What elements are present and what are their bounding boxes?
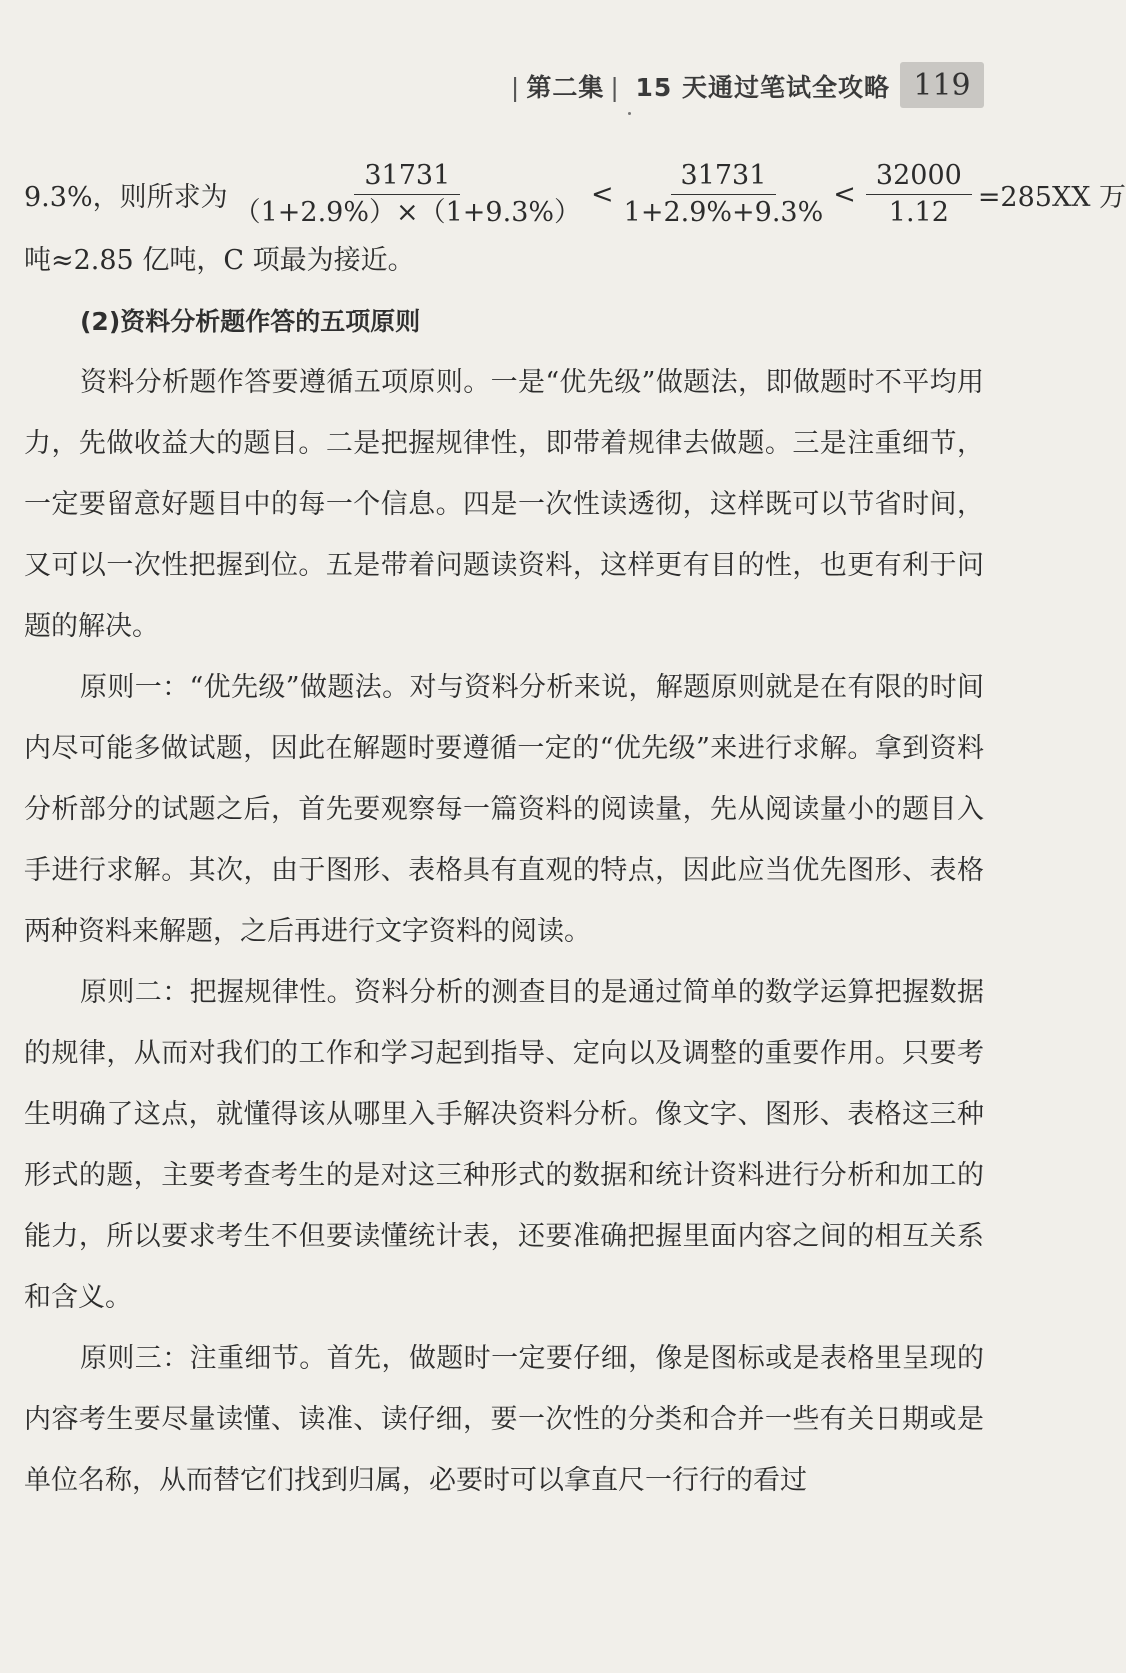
fraction-2-denominator: 1+2.9%+9.3% — [623, 196, 824, 228]
paragraph-principle-1: 原则一：“优先级”做题法。对与资料分析来说，解题原则就是在有限的时间内尽可能多做试题，因此在解题时要遵循一定的“优先级”来进行求解。拿到资料分析部分的试题之后，首先要观察每一篇资料的阅读量，先从阅读量小的题目入手进行求解。其次，由于图形、表格具有直观的特点，因此应当优先图形、表格两种资料来解题，之后再进行文字资料的阅读。 — [24, 672, 984, 947]
fraction-1-denominator: （1+2.9%）×（1+9.3%） — [233, 196, 582, 228]
fraction-1 — [234, 160, 581, 229]
book-title: 15 天通过笔试全攻略 — [635, 73, 890, 102]
fraction-3 — [866, 160, 972, 229]
page-number: 119 — [913, 67, 971, 103]
formula-line — [24, 158, 1126, 230]
paragraph-principle-3: 原则三：注重细节。首先，做题时一定要仔细，像是图标或是表格里呈现的内容考生要尽量读懂、读准、读仔细，要一次性的分类和合并一些有关日期或是单位名称，从而替它们找到归属，必要时可以拿直尺一行行的看过 — [24, 1343, 984, 1496]
running-head: | 第二集 | 15 天通过笔试全攻略 — [510, 73, 890, 102]
less-than-sign: < — [591, 178, 614, 210]
page-header — [0, 62, 1080, 122]
fraction-2-numerator: 31731 — [671, 160, 777, 195]
formula-result: =285XX 万 — [977, 181, 1126, 213]
paragraph-principle-2: 原则二：把握规律性。资料分析的测查目的是通过简单的数学运算把握数据的规律，从而对我们的工作和学习起到指导、定向以及调整的重要作用。只要考生明确了这点，就懂得该从哪里入手解决资料分析。像文字、图形、表格这三种形式的题，主要考查考生的是对这三种形式的数据和统计资料进行分析和加工的能力，所以要求考生不但要读懂统计表，还要准确把握里面内容之间的相互关系和含义。 — [24, 977, 984, 1313]
less-than-sign: < — [833, 178, 856, 210]
formula-lead: 9.3%，则所求为 — [24, 181, 228, 213]
paragraph-five-principles: 资料分析题作答要遵循五项原则。一是“优先级”做题法，即做题时不平均用力，先做收益大的题目。二是把握规律性，即带着规律去做题。三是注重细节，一定要留意好题目中的每一个信息。四是一次性读透彻，这样既可以节省时间，又可以一次性把握到位。五是带着问题读资料，这样更有目的性，也更有利于问题的解决。 — [24, 367, 984, 642]
print-speck — [628, 112, 631, 115]
paragraph-continuation: 吨≈2.85 亿吨，C 项最为接近。 — [24, 245, 415, 276]
fraction-3-numerator: 32000 — [866, 160, 972, 195]
fraction-3-denominator: 1.12 — [888, 196, 949, 228]
page-body — [24, 158, 1126, 1511]
section-heading: (2)资料分析题作答的五项原则 — [80, 307, 421, 336]
fraction-2 — [624, 160, 824, 229]
page-number-box — [900, 62, 984, 108]
fraction-1-numerator: 31731 — [354, 160, 460, 195]
part-label: 第二集 — [526, 73, 605, 102]
